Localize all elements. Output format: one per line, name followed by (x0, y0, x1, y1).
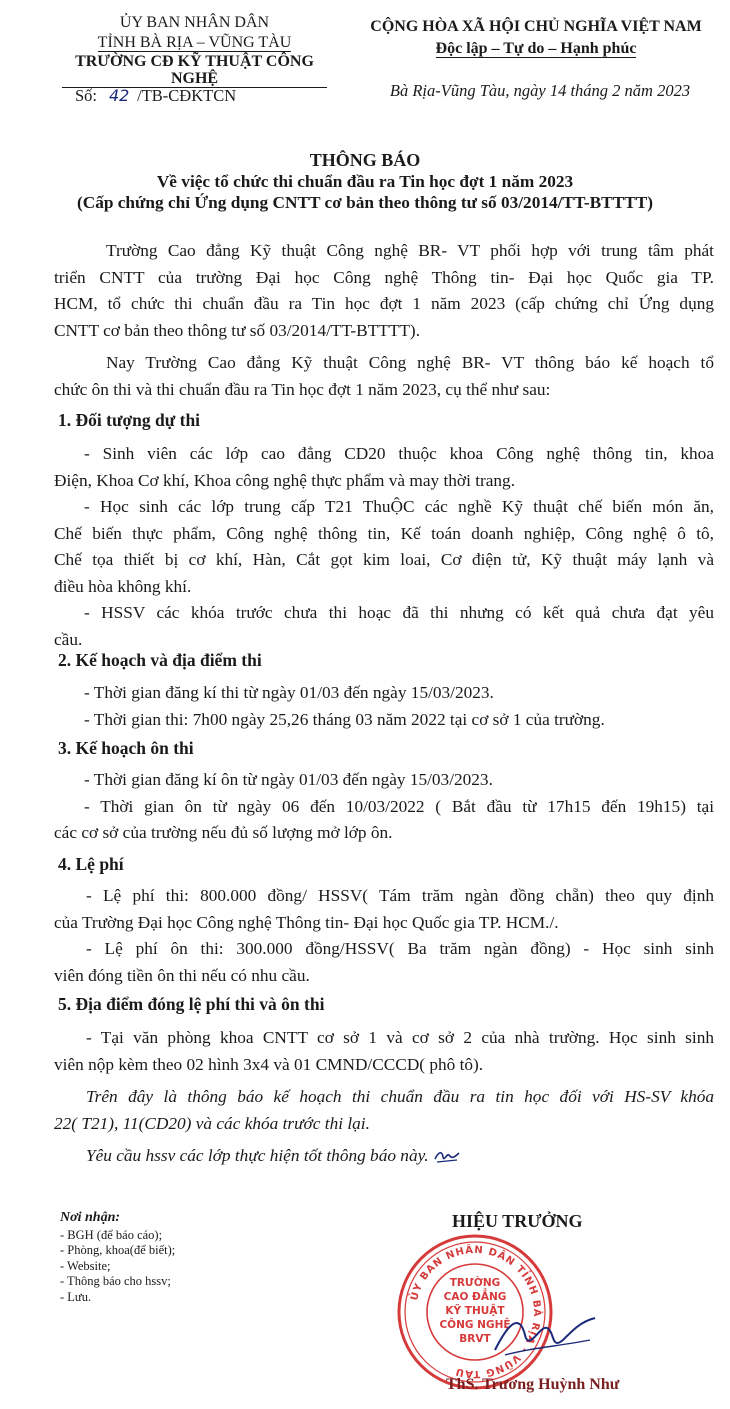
national-header (350, 17, 722, 58)
recipient-item: - BGH (để báo cáo); (60, 1227, 163, 1242)
text-line: Chế tọa thiết bị cơ khí, Hàn, Cắt gọt kim loai, Cơ điện tử, Kỹ thuật máy lạnh và (54, 550, 714, 569)
text-line: của Trường Đại học Công nghệ Thông tin- Đại học Quốc gia TP. HCM./. (54, 912, 559, 932)
section-4-heading: 4. Lệ phí (58, 854, 124, 874)
text-line: Chế biến thực phẩm, Công nghệ thông tin, Kế toán doanh nghiệp, Công nghệ ô tô, (54, 523, 714, 543)
stamp-line: KỸ THUẬT (445, 1305, 505, 1317)
section-5-body (54, 1025, 714, 1078)
text-line: viên đóng tiền ôn thi nếu có nhu cầu. (54, 965, 310, 985)
closing-paragraph (54, 1084, 714, 1137)
recipients-title: Nơi nhận: (60, 1210, 121, 1225)
text-line: Trên đây là thông báo kế hoạch thi chuẩn đầu ra tin học đối với HS-SV khóa (86, 1087, 714, 1106)
issuer-line-1: ỦY BAN NHÂN DÂN (119, 14, 270, 31)
intro-paragraph-1 (54, 238, 714, 344)
issuer-line-2: TỈNH BÀ RỊA – VŨNG TÀU (97, 33, 292, 51)
doc-title: THÔNG BÁO (309, 150, 421, 170)
recipient-item: - Thông báo cho hssv; (60, 1274, 171, 1288)
bullet-line: - Lệ phí ôn thi: 300.000 đồng/HSSV( Ba trăm ngàn đồng) - Học sinh sinh (86, 939, 714, 958)
recipients-block (60, 1210, 175, 1305)
bullet-line: - Thời gian thi: 7h00 ngày 25,26 tháng 03 năm 2022 tại cơ sở 1 của trường. (84, 709, 605, 729)
bullet-line: - Thời gian ôn từ ngày 06 đến 10/03/2022 ( Bắt đầu từ 17h15 đến 19h15) tại (84, 796, 714, 816)
section-4-body (54, 883, 714, 989)
issuer-block (62, 13, 327, 89)
text-line: điều hòa không khí. (54, 576, 192, 596)
bullet-line: - Học sinh các lớp trung cấp T21 ThuỘC các nghề Kỹ thuật chế biến món ăn, (84, 497, 714, 516)
text-line: CNTT cơ bản theo thông tư số 03/2014/TT-BTTTT). (54, 320, 421, 340)
issue-date: Bà Rịa-Vũng Tàu, ngày 14 tháng 2 năm 2023 (389, 81, 691, 100)
intro-paragraph-2 (54, 350, 714, 403)
section-3-heading: 3. Kế hoạch ôn thi (58, 738, 194, 758)
handwritten-signature (485, 1300, 605, 1370)
section-2-heading: 2. Kế hoạch và địa điểm thi (58, 650, 262, 670)
text-line: cầu. (54, 629, 83, 649)
recipient-item: - Phòng, khoa(để biết); (60, 1243, 176, 1257)
bullet-line: - Tại văn phòng khoa CNTT cơ sở 1 và cơ sở 2 của nhà trường. Học sinh sinh (86, 1028, 714, 1047)
section-1-heading: 1. Đối tượng dự thi (58, 410, 201, 430)
doc-subtitle-1: Về việc tổ chức thi chuẩn đầu ra Tin học đợt 1 năm 2023 (156, 172, 574, 191)
text-line: triển CNTT của trường Đại học Công nghệ Thông tin- Đại học Quốc gia TP. (54, 267, 714, 287)
text-line: Trường Cao đẳng Kỹ thuật Công nghệ BR- VT phối hợp với trung tâm phát (106, 241, 714, 260)
stamp-line: CÔNG NGHỆ (439, 1319, 511, 1331)
doc-subtitle-2: (Cấp chứng chỉ Ứng dụng CNTT cơ bản theo thông tư số 03/2014/TT-BTTTT) (76, 193, 654, 212)
issuer-line-3: TRƯỜNG CĐ KỸ THUẬT CÔNG NGHỆ (62, 53, 327, 89)
closing-request: Yêu cầu hssv các lớp thực hiện tốt thông báo này. (86, 1146, 461, 1166)
bullet-line: - Sinh viên các lớp cao đẳng CD20 thuộc khoa Công nghệ thông tin, khoa (84, 444, 714, 463)
text-line: chức ôn thi và thi chuẩn đầu ra Tin học đợt 1 năm 2023, cụ thể như sau: (54, 379, 551, 399)
text-line: các cơ sở của trường nếu đủ số lượng mở lớp ôn. (54, 823, 393, 842)
bullet-line: - Thời gian đăng kí ôn từ ngày 01/03 đến ngày 15/03/2023. (84, 770, 493, 789)
bullet-line: - HSSV các khóa trước chưa thi hoạc đã thi nhưng có kết quả chưa đạt yêu (84, 603, 714, 622)
section-3-body (54, 767, 714, 847)
text-line: viên nộp kèm theo 02 hình 3x4 và 01 CMND/CCCD( phô tô). (54, 1054, 484, 1074)
text-line: Điện, Khoa Cơ khí, Khoa công nghệ thực phẩm và may thời trang. (54, 470, 516, 490)
signer-position: HIỆU TRƯỞNG (452, 1211, 583, 1231)
nation-title: CỘNG HÒA XÃ HỘI CHỦ NGHĨA VIỆT NAM (370, 18, 702, 35)
text-line: Nay Trường Cao đẳng Kỹ thuật Công nghệ BR- VT thông báo kế hoạch tổ (106, 353, 714, 372)
document-number: Số: 42 /TB-CĐKTCN (75, 86, 237, 105)
stamp-line: CAO ĐẲNG (443, 1291, 507, 1303)
section-5-heading: 5. Địa điểm đóng lệ phí thi và ôn thi (58, 994, 325, 1014)
signer-name: ThS. Trương Huỳnh Như (446, 1376, 620, 1393)
section-1-body (54, 441, 714, 653)
stamp-line: BRVT (459, 1333, 491, 1345)
text-line: 22( T21), 11(CD20) và các khóa trước thi lại. (54, 1113, 370, 1133)
stamp-line: TRƯỜNG (449, 1277, 501, 1289)
initials-scribble (433, 1147, 461, 1165)
title-block (0, 150, 730, 213)
recipient-item: - Lưu. (60, 1289, 92, 1304)
stamp-ring-text: ỦY BAN NHÂN DÂN TỈNH BÀ RỊA - VŨNG TÀU (409, 1244, 543, 1380)
nation-motto: Độc lập – Tự do – Hạnh phúc (435, 39, 637, 57)
text-line: HCM, tổ chức thi chuẩn đầu ra Tin học đợt 1 năm 2023 (cấp chứng chỉ Ứng dụng (54, 294, 714, 313)
section-2-body (54, 680, 714, 733)
recipient-item: - Website; (60, 1258, 111, 1273)
bullet-line: - Thời gian đăng kí thi từ ngày 01/03 đến ngày 15/03/2023. (84, 683, 494, 702)
handwritten-number: 42 (108, 86, 130, 105)
bullet-line: - Lệ phí thi: 800.000 đồng/ HSSV( Tám trăm ngàn đồng chẵn) theo quy định (86, 886, 714, 905)
